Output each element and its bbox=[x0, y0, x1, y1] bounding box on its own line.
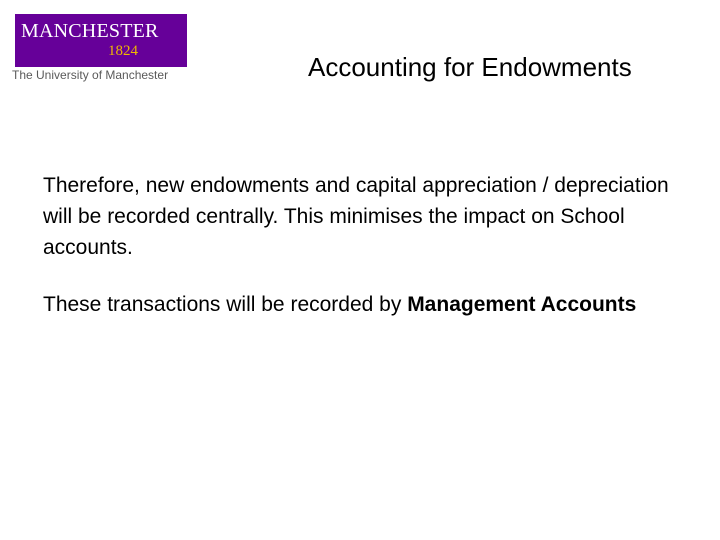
logo-box bbox=[15, 14, 187, 67]
slide-title: Accounting for Endowments bbox=[308, 52, 632, 82]
slide-body bbox=[43, 170, 683, 346]
body-paragraph-2-bold: Management Accounts bbox=[407, 293, 637, 316]
body-paragraph-2 bbox=[43, 289, 683, 320]
logo-wordmark: MANCHESTER bbox=[21, 20, 159, 42]
body-paragraph-2-text: These transactions will be recorded by bbox=[43, 293, 408, 316]
body-paragraph-1: Therefore, new endowments and capital appreciation / depreciation will be recorded centrally. This minimises the impact on School accounts. bbox=[43, 174, 669, 259]
university-logo bbox=[12, 14, 178, 84]
logo-year: 1824 bbox=[108, 43, 138, 59]
logo-subtitle: The University of Manchester bbox=[12, 68, 169, 82]
